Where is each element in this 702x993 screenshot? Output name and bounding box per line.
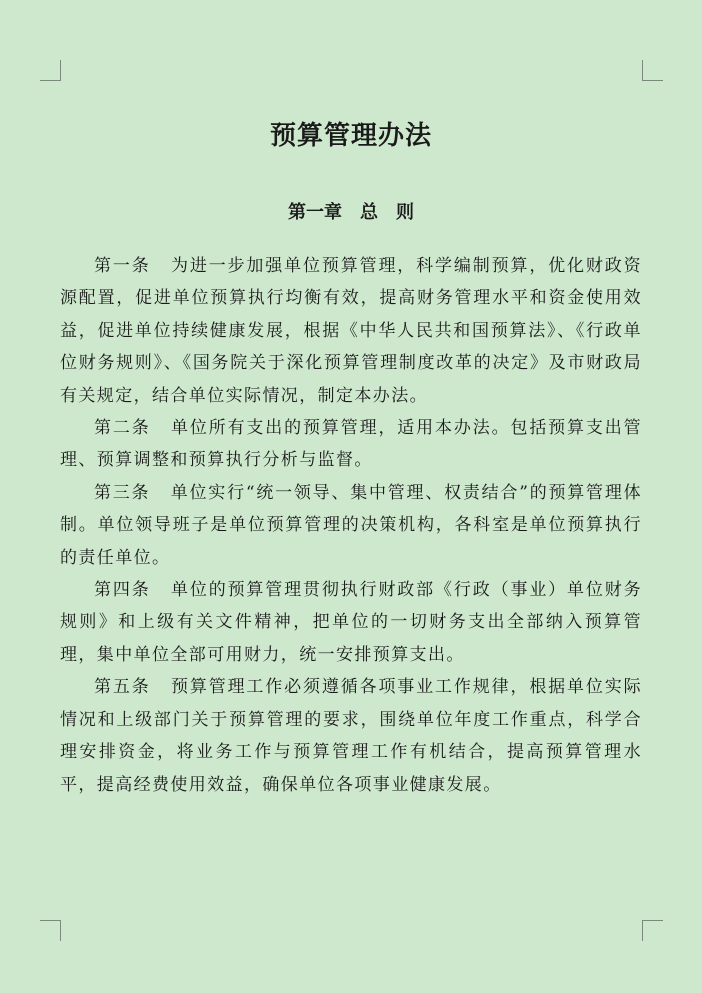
article-5 (60, 671, 642, 801)
article-number: 第一条 (94, 256, 151, 276)
article-2 (60, 412, 642, 477)
article-text: 单位所有支出的预算管理，适用本办法。包括预算支出管理、预算调整和预算执行分析与监督。 (60, 418, 643, 471)
document-page (60, 114, 642, 801)
article-number: 第四条 (94, 580, 151, 601)
article-number: 第二条 (94, 418, 151, 439)
article-list (60, 250, 642, 801)
crop-mark-top-left (40, 60, 61, 81)
article-1 (60, 250, 642, 412)
document-title: 预算管理办法 (269, 121, 432, 151)
chapter-heading: 第一章 总 则 (288, 202, 414, 223)
crop-mark-bottom-left (40, 920, 61, 941)
crop-mark-bottom-right (642, 920, 663, 941)
article-3 (60, 477, 642, 574)
article-text: 单位的预算管理贯彻执行财政部《行政（事业）单位财务规则》和上级有关文件精神，把单位的一切财务支出全部纳入预算管理，集中单位全部可用财力，统一安排预算支出。 (60, 580, 643, 665)
article-4 (60, 574, 642, 671)
article-text: 为进一步加强单位预算管理，科学编制预算，优化财政资源配置，促进单位预算执行均衡有效，提高财务管理水平和资金使用效益，促进单位持续健康发展，根据《中华人民共和国预算法》、《行政单位财务规则》、《国务院关于深化预算管理制度改革的决定》及市财政局有关规定，结合单位实际情况，制定本办法。 (60, 256, 643, 406)
article-number: 第三条 (94, 482, 151, 503)
article-text: 预算管理工作必须遵循各项事业工作规律，根据单位实际情况和上级部门关于预算管理的要求，围绕单位年度工作重点，科学合理安排资金，将业务工作与预算管理工作有机结合，提高预算管理水平，提高经费使用效益，确保单位各项事业健康发展。 (60, 677, 643, 795)
article-number: 第五条 (94, 677, 151, 698)
crop-mark-top-right (642, 60, 663, 81)
article-text: 单位实行“统一领导、集中管理、权责结合”的预算管理体制。单位领导班子是单位预算管理的决策机构，各科室是单位预算执行的责任单位。 (60, 482, 643, 568)
